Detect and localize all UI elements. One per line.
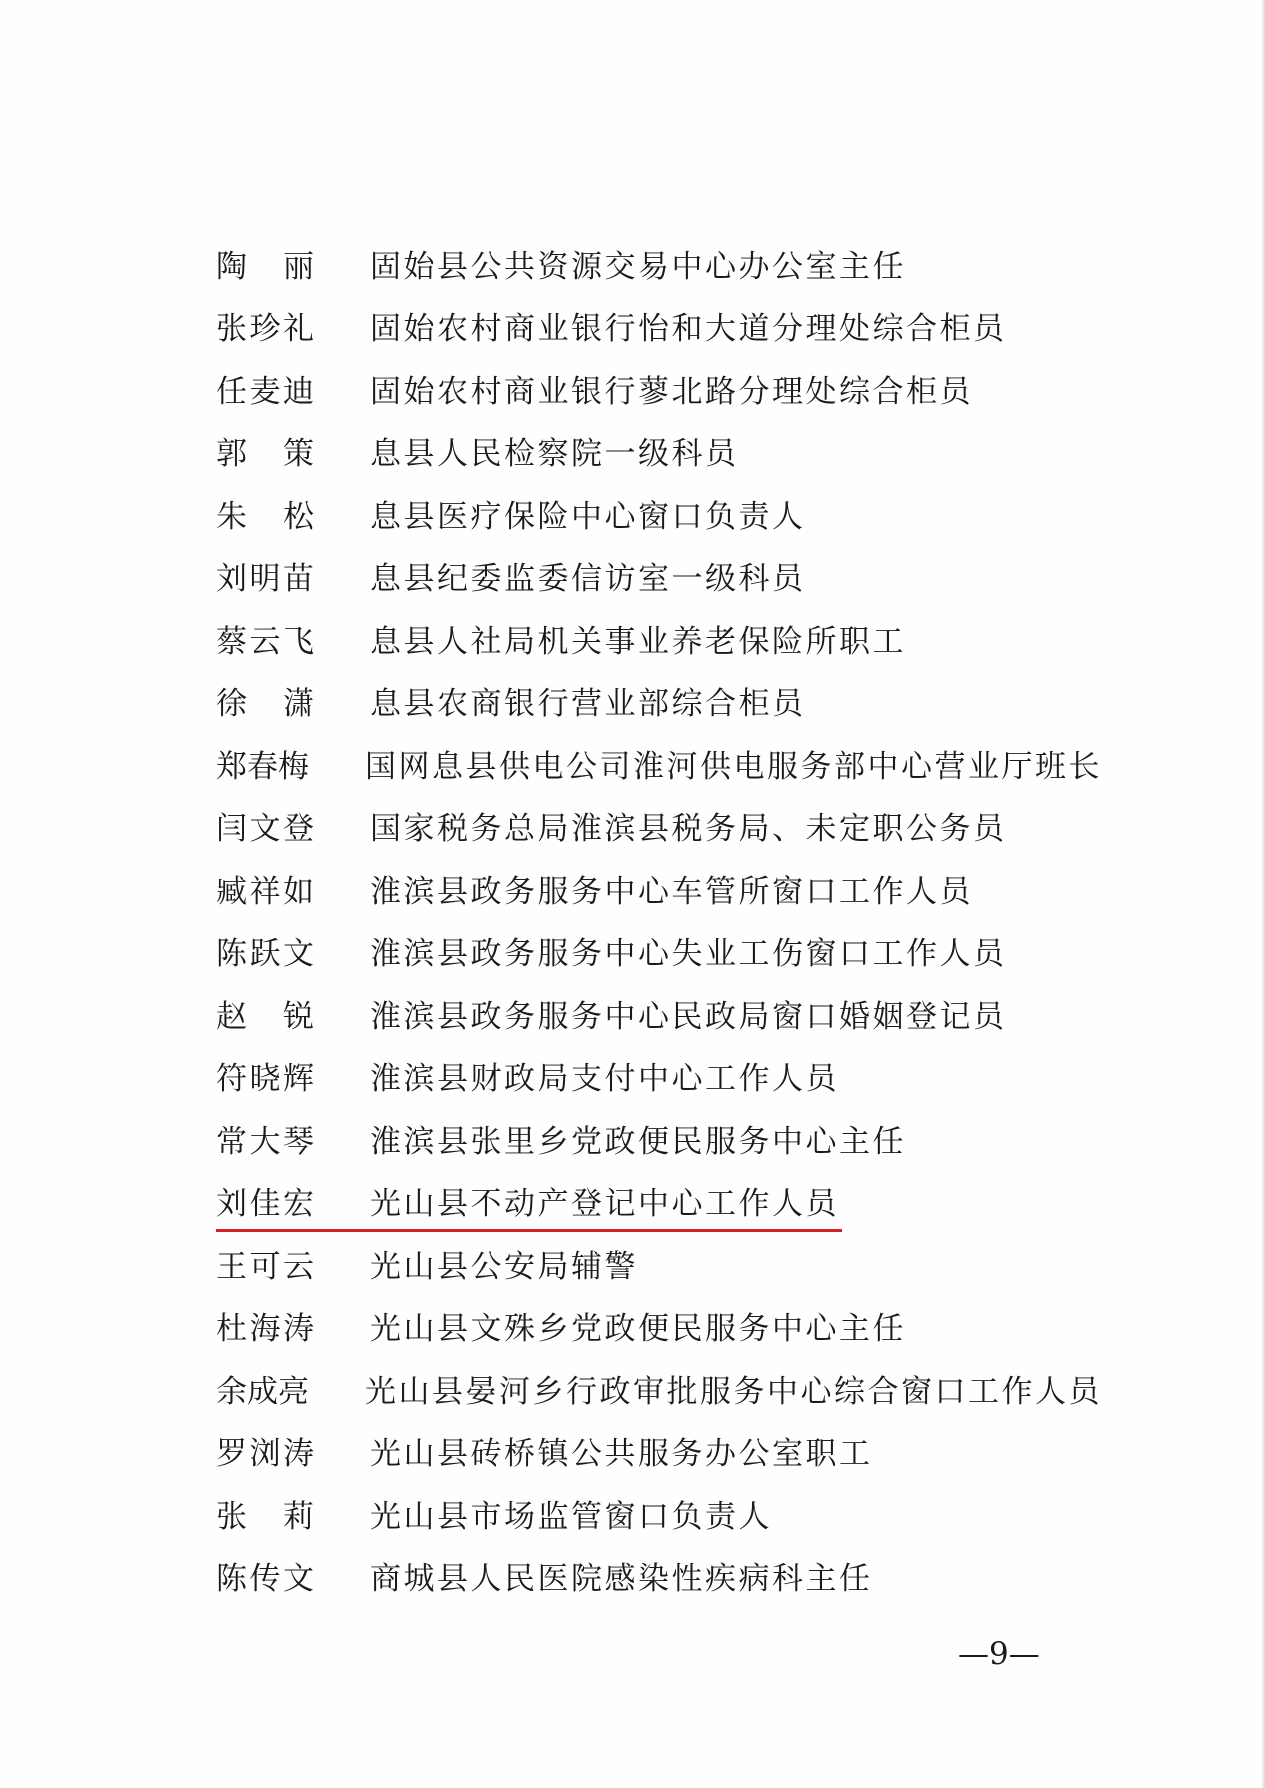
list-item (216, 857, 1096, 920)
person-title: 息县纪委监委信访室一级科员 (370, 561, 806, 598)
list-item (216, 1420, 1096, 1483)
person-title: 光山县市场监管窗口负责人 (370, 1498, 772, 1535)
list-item (216, 295, 1096, 358)
person-title: 光山县晏河乡行政审批服务中心综合窗口工作人员 (365, 1373, 1102, 1410)
list-item (216, 982, 1096, 1045)
highlight-underline (216, 1229, 842, 1232)
page-number: —9— (958, 1636, 1040, 1672)
list-item-highlighted (216, 1170, 1096, 1233)
person-title: 光山县公安局辅警 (370, 1248, 638, 1285)
person-name: 刘 佳 宏 (216, 1186, 314, 1223)
person-name: 朱 松 (216, 498, 314, 535)
person-title: 国家税务总局淮滨县税务局、未定职公务员 (370, 811, 1007, 848)
person-name: 闫 文 登 (216, 811, 314, 848)
list-item (216, 545, 1096, 608)
person-name: 郑 春 梅 (216, 748, 309, 785)
person-title: 光山县文殊乡党政便民服务中心主任 (370, 1311, 906, 1348)
person-title: 淮滨县财政局支付中心工作人员 (370, 1061, 839, 1098)
list-item (216, 795, 1096, 858)
person-title: 淮滨县政务服务中心车管所窗口工作人员 (370, 873, 973, 910)
person-name: 罗 浏 涛 (216, 1436, 314, 1473)
person-name: 符 晓 辉 (216, 1061, 314, 1098)
person-name: 刘 明 苗 (216, 561, 314, 598)
person-title: 淮滨县张里乡党政便民服务中心主任 (370, 1123, 906, 1160)
list-item (216, 607, 1096, 670)
person-title: 固始县公共资源交易中心办公室主任 (370, 248, 906, 285)
person-name: 张 莉 (216, 1498, 314, 1535)
person-title: 淮滨县政务服务中心民政局窗口婚姻登记员 (370, 998, 1007, 1035)
list-item (216, 732, 1102, 795)
person-name: 徐 潇 (216, 686, 314, 723)
person-title: 息县人民检察院一级科员 (370, 436, 739, 473)
list-item (216, 357, 1096, 420)
person-name: 赵 锐 (216, 998, 314, 1035)
list-item (216, 420, 1096, 483)
person-title: 淮滨县政务服务中心失业工伤窗口工作人员 (370, 936, 1007, 973)
person-name: 余 成 亮 (216, 1373, 309, 1410)
person-name: 陈 跃 文 (216, 936, 314, 973)
person-name: 陈 传 文 (216, 1561, 314, 1598)
list-item (216, 1357, 1102, 1420)
person-name: 王 可 云 (216, 1248, 314, 1285)
person-title: 息县农商银行营业部综合柜员 (370, 686, 806, 723)
list-item (216, 1107, 1096, 1170)
person-name: 陶 丽 (216, 248, 314, 285)
list-item (216, 1482, 1096, 1545)
list-item (216, 670, 1096, 733)
list-item (216, 1232, 1096, 1295)
list-item (216, 482, 1096, 545)
person-name: 常 大 琴 (216, 1123, 314, 1160)
person-title: 光山县不动产登记中心工作人员 (370, 1186, 839, 1223)
person-name: 杜 海 涛 (216, 1311, 314, 1348)
person-name: 张 珍 礼 (216, 311, 314, 348)
person-title: 国网息县供电公司淮河供电服务部中心营业厅班长 (365, 748, 1102, 785)
person-title: 固始农村商业银行怡和大道分理处综合柜员 (370, 311, 1007, 348)
list-item (216, 1295, 1096, 1358)
list-item (216, 232, 1096, 295)
person-title: 息县医疗保险中心窗口负责人 (370, 498, 806, 535)
person-title: 息县人社局机关事业养老保险所职工 (370, 623, 906, 660)
person-title: 固始农村商业银行蓼北路分理处综合柜员 (370, 373, 973, 410)
scan-edge (1261, 0, 1265, 1788)
person-title: 商城县人民医院感染性疾病科主任 (370, 1561, 873, 1598)
list-item (216, 1545, 1096, 1608)
person-title: 光山县砖桥镇公共服务办公室职工 (370, 1436, 873, 1473)
list-item (216, 920, 1096, 983)
person-name: 任 麦 迪 (216, 373, 314, 410)
person-name: 蔡 云 飞 (216, 623, 314, 660)
list-item (216, 1045, 1096, 1108)
person-name: 臧 祥 如 (216, 873, 314, 910)
person-name: 郭 策 (216, 436, 314, 473)
name-list (216, 232, 1102, 1607)
